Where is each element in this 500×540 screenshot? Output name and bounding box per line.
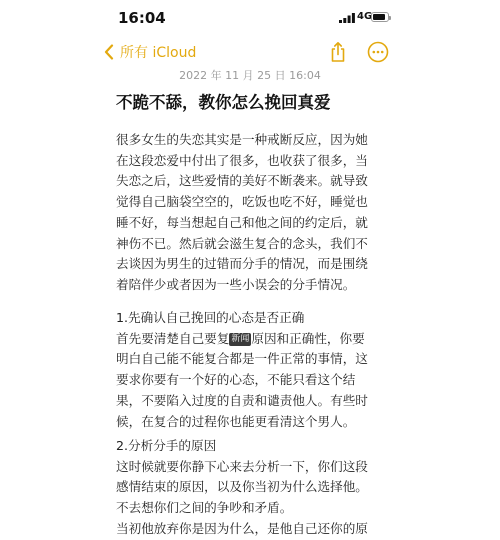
text-line: 睡不好，每当想起自己和他之间的约定后，就	[116, 214, 368, 230]
share-icon[interactable]	[328, 41, 348, 63]
text-fragment: 原因和正确性，你要	[251, 330, 365, 346]
note-nav-bar	[0, 36, 500, 68]
text-line: 当初他放弃你是因为什么，是他自己还你的原	[116, 520, 368, 536]
text-line: 候，在复合的过程你也能更看清这个男人。	[116, 413, 356, 429]
watermark-badge: 新闻	[231, 333, 250, 344]
status-time: 16:04	[118, 9, 166, 27]
note-section-1	[116, 308, 388, 432]
battery-icon	[371, 12, 389, 22]
battery-level	[373, 14, 385, 20]
section-heading: 2.分析分手的原因	[116, 438, 217, 453]
back-label: 所有 iCloud	[120, 45, 197, 61]
text-line: 果，不要陷入过度的自责和谴责他人。有些时	[116, 392, 368, 408]
text-line: 不去想你们之间的争吵和矛盾。	[116, 500, 293, 516]
text-line: 去谈因为男生的过错而分手的情况，而是围绕	[116, 256, 368, 272]
text-line	[116, 329, 388, 350]
text-fragment: 首先要清楚自己要复	[116, 330, 230, 346]
cellular-signal-icon	[339, 13, 355, 23]
section-heading: 1.先确认自己挽回的心态是否正确	[116, 310, 305, 325]
back-button[interactable]	[104, 42, 196, 62]
text-line: 很多女生的失恋其实是一种戒断反应，因为她	[116, 132, 368, 147]
text-line: 失恋之后，这些爱情的美好不断袭来。就导致	[116, 173, 368, 189]
note-section-2	[116, 436, 388, 540]
text-line: 要求你要有一个好的心态，不能只看这个结	[116, 372, 356, 388]
text-line: 感情结束的原因，以及你当初为什么选择他。	[116, 479, 368, 495]
more-options-icon[interactable]	[367, 41, 389, 63]
note-title: 不跪不舔，教你怎么挽回真爱	[116, 93, 331, 112]
status-bar	[0, 0, 500, 36]
note-intro-paragraph	[116, 130, 388, 296]
network-type: 4G	[357, 11, 373, 22]
text-line: 这时候就要你静下心来去分析一下，你们这段	[116, 458, 368, 474]
text-line: 着陪伴少或者因为一些小误会的分手情况。	[116, 276, 356, 292]
chevron-left-icon	[104, 44, 114, 60]
text-line: 神伤不已。然后就会滋生复合的念头，我们不	[116, 235, 368, 251]
text-line: 明白自己能不能复合都是一件正常的事情，这	[116, 351, 368, 367]
text-line: 在这段恋爱中付出了很多，也收获了很多，当	[116, 152, 368, 168]
note-date: 2022 年 11 月 25 日 16:04	[179, 69, 321, 82]
text-line: 觉得自己脑袋空空的，吃饭也吃不好，睡觉也	[116, 194, 368, 210]
